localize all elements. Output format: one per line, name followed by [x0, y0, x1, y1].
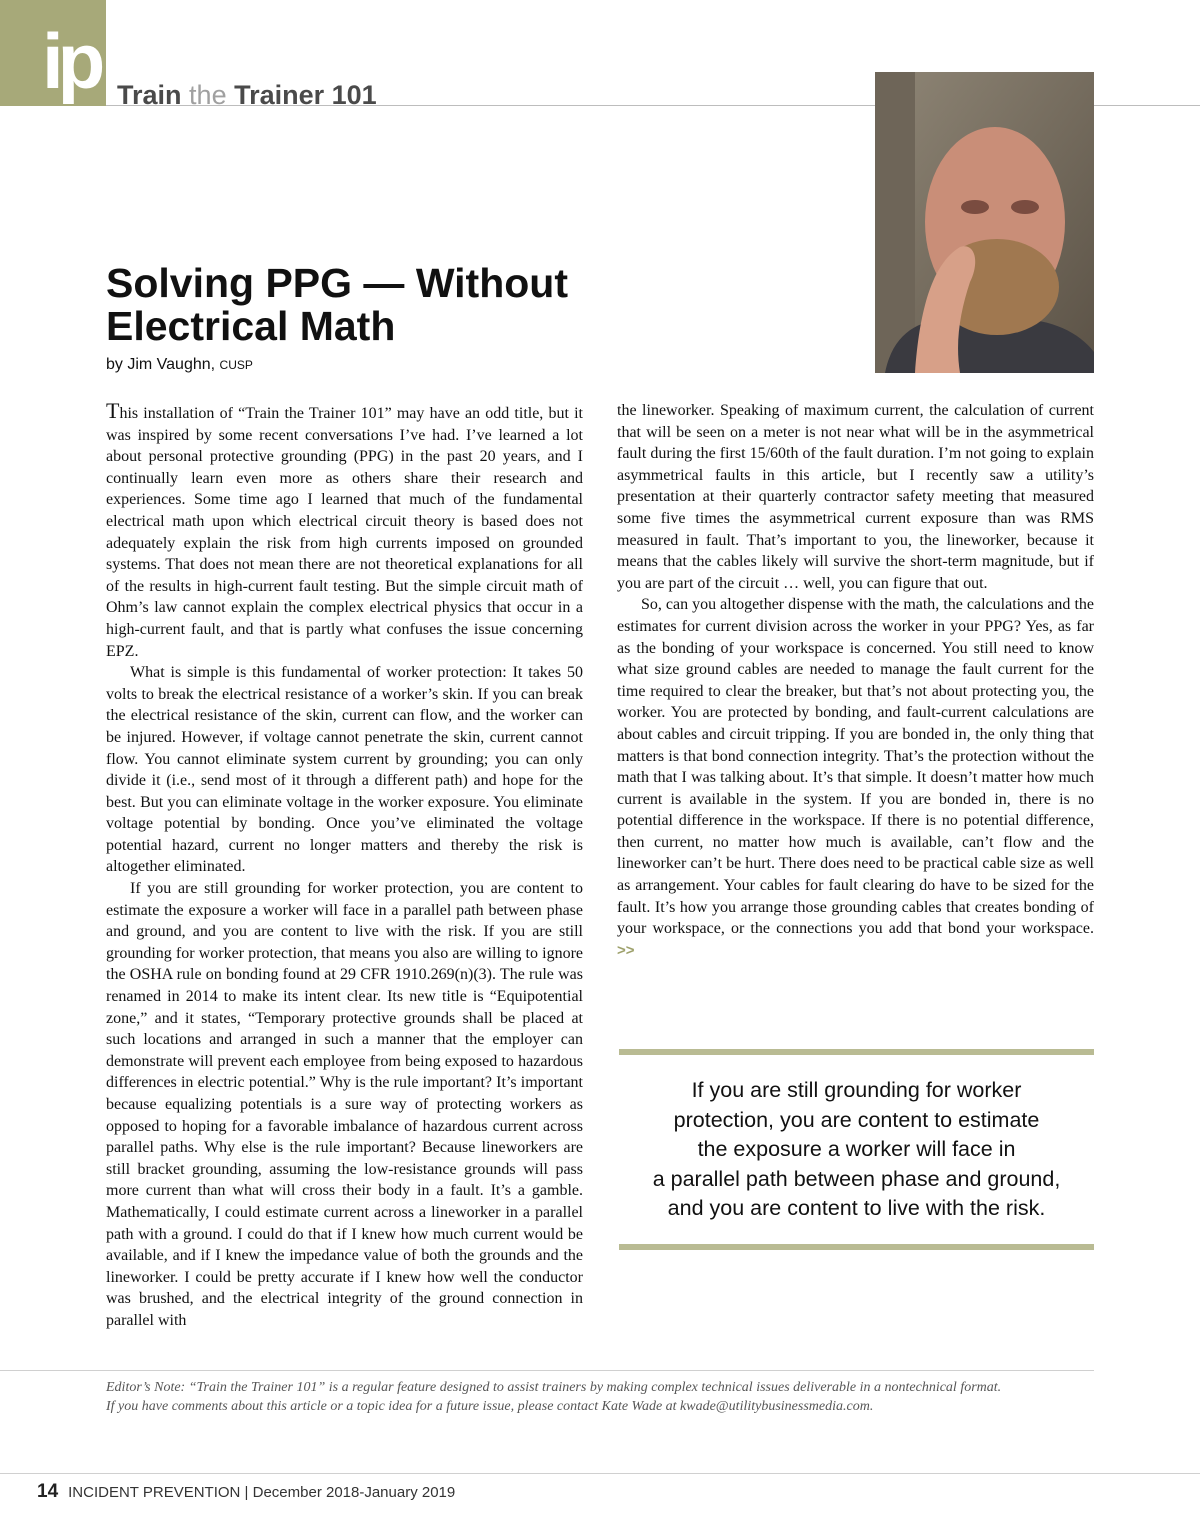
- editor-note-line: If you have comments about this article or a topic idea for a future issue, please contact Kate Wade at kwade@utilitybusinessmedia.com.: [106, 1399, 874, 1414]
- right-column: [617, 400, 1094, 961]
- author-photo: [875, 72, 1094, 373]
- paragraph: [106, 400, 583, 662]
- article-headline: Solving PPG — Without Electrical Math: [106, 260, 568, 349]
- publication-info: INCIDENT PREVENTION | December 2018-January 2019: [68, 1484, 456, 1501]
- paragraph: [617, 594, 1094, 961]
- editor-note-line: Editor’s Note: “Train the Trainer 101” is a regular feature designed to assist trainers by making complex technical issues deliverable in a nontechnical format.: [106, 1380, 1002, 1395]
- byline: [106, 356, 253, 374]
- section-title-the: the: [189, 80, 227, 110]
- continued-arrow-icon: >>: [617, 941, 635, 959]
- editor-note: [106, 1378, 1094, 1416]
- paragraph: If you are still grounding for worker protection, you are content to estimate the exposure a worker will face in a parallel path between phase and ground, and you are content to live with the risk. If you are still grounding for worker protection, that means you also are willing to ignore the OSHA rule on bonding found at 29 CFR 1910.269(n)(3). The rule was renamed in 2014 to make its intent clear. Its new title is “Equipotential zone,” and it states, “Temporary protective grounds shall be placed at such locations and arranged in such a manner that the employer can demonstrate will prevent each employee from being exposed to hazardous differences in electric potential.” Why is the rule important? It’s important because equalizing potentials is a sure way of protecting workers as opposed to hoping for a favorable imbalance of hazardous current across parallel paths. Why else is the rule important? Because lineworkers are still bracket grounding, assuming the low-resistance grounds will pass more current than what will cross their body in a fault. It’s a gamble. Mathematically, I could estimate current across a lineworker in a parallel path with a ground. I could do that if I knew how much current would be available, and if I knew the impedance value of both the grounds and the lineworker. I could be pretty accurate if I knew how well the conductor was brushed, and the electrical integrity of the ground connection in parallel with: [106, 880, 583, 1329]
- pull-quote-line: a parallel path between phase and ground,: [652, 1166, 1061, 1191]
- byline-author: by Jim Vaughn,: [106, 356, 216, 373]
- section-title-train: Train: [117, 80, 182, 110]
- byline-credential: CUSP: [219, 358, 253, 372]
- paragraph: the lineworker. Speaking of maximum current, the calculation of current that will be seen on a meter is not near what will be in the asymmetrical fault during the first 15/60th of the fault duration. I’m not going to explain asymmetrical faults in this article, but I recently saw a utility’s presentation at their quarterly contractor safety meeting that measured some five times the asymmetrical current exposure than was RMS measured in fault. That’s important to you, the lineworker, because it means that the cables likely will survive the short-term magnitude, but if you are part of the circuit … well, you can figure that out.: [617, 402, 1094, 592]
- ip-logo: ip: [42, 17, 100, 105]
- footer-rule: [0, 1473, 1200, 1474]
- page-footer: [37, 1481, 455, 1503]
- paragraph: What is simple is this fundamental of worker protection: It takes 50 volts to break the electrical resistance of a worker’s skin. If you can break the electrical resistance of the skin, current can flow, and the worker can be injured. However, if voltage cannot penetrate the skin, current cannot flow. You cannot eliminate system current by grounding; you can only divide it (i.e., send most of it through a different path) and hope for the best. But you can eliminate voltage in the worker exposure. You eliminate voltage potential by bonding. Once you’ve eliminated the voltage potential hazard, current no longer matters and thereby the risk is altogether eliminated.: [106, 664, 583, 876]
- pull-quote-line: the exposure a worker will face in: [697, 1137, 1016, 1161]
- pull-quote: [619, 1076, 1094, 1224]
- pull-quote-line: If you are still grounding for worker: [691, 1078, 1022, 1102]
- drop-cap: T: [106, 398, 120, 423]
- page-number: 14: [37, 1481, 59, 1502]
- pull-quote-top-rule: [619, 1049, 1094, 1055]
- pull-quote-line: protection, you are content to estimate: [673, 1107, 1040, 1132]
- editor-note-rule: [0, 1370, 1094, 1371]
- paragraph-text: his installation of “Train the Trainer 101” may have an odd title, but it was inspired by some recent conversations I’ve had. I’ve learned a lot about personal protective grounding (PPG) in the past 20 years, and I continually learn even more as others share their research and experiences. Some time ago I learned that much of the fundamental electrical math upon which electrical circuit theory is based does not adequately explain the risk from high currents imposed on grounded systems. That does not mean there are not theoretical explanations for all of the results in high-current fault testing. But the simple circuit math of Ohm’s law cannot explain the complex electrical physics that occur in a high-current fault, and that is partly what confuses the issue concerning EPZ.: [106, 405, 583, 660]
- pull-quote-line: and you are content to live with the risk.: [667, 1196, 1046, 1220]
- section-title: [117, 80, 377, 111]
- section-title-trainer: Trainer 101: [234, 80, 377, 110]
- paragraph-text: So, can you altogether dispense with the math, the calculations and the estimates for current division across the worker in your PPG? Yes, as far as the bonding of your workspace is concerned. You still need to know what size ground cables are needed to manage the fault current for the time required to clear the breaker, but that’s not about protecting you, the worker. You are protected by bonding, and fault-current calculations are about cables and circuit tripping. If you are bonded in, the only thing that matters is that bond connection integrity. That’s the protection without the math that I was talking about. It’s that simple. It doesn’t matter how much current is available in the system. If you are bonded in, there is no potential difference in the workspace. If there is no potential difference, then current, no matter how much is available, can’t flow and the lineworker can’t be hurt. There does need to be practical cable size as well as arrangement. Your cables for fault clearing do have to be sized for the fault. It’s how you arrange those grounding cables that creates bonding of your workspace, or the connections you add that bond your workspace.: [617, 596, 1094, 938]
- left-column: [106, 400, 583, 1332]
- pull-quote-bottom-rule: [619, 1244, 1094, 1250]
